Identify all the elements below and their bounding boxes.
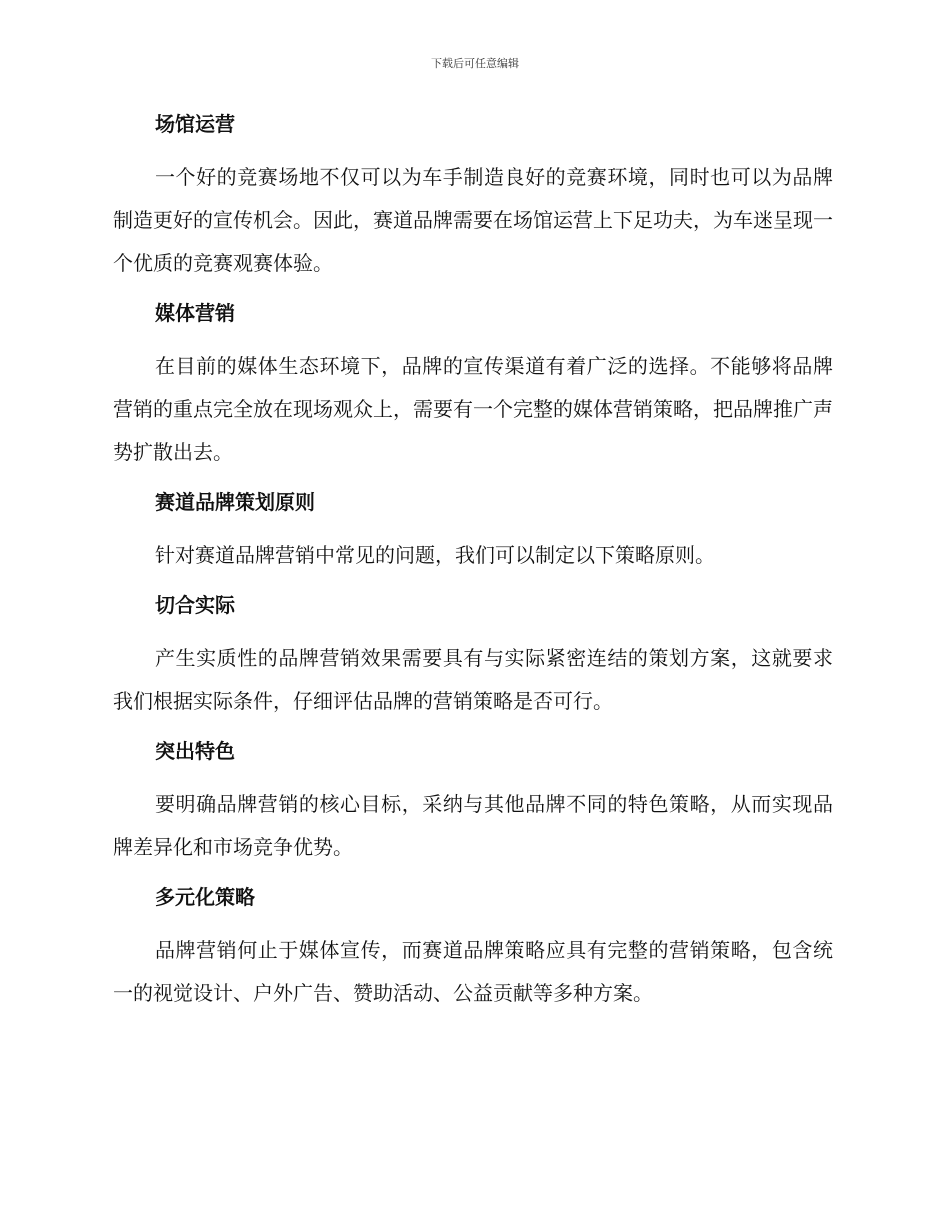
section-paragraph: 产生实质性的品牌营销效果需要具有与实际紧密连结的策划方案，这就要求我们根据实际条件，仔细评估品牌的营销策略是否可行。 <box>113 646 833 713</box>
section-heading: 赛道品牌策划原则 <box>155 490 315 514</box>
section-heading: 突出特色 <box>155 739 235 763</box>
section-diversified-strategy <box>113 877 833 1015</box>
section-heading: 媒体营销 <box>155 301 235 325</box>
section-paragraph: 要明确品牌营销的核心目标，采纳与其他品牌不同的特色策略，从而实现品牌差异化和市场竞争优势。 <box>113 792 833 859</box>
section-media-marketing <box>113 293 833 474</box>
section-heading: 多元化策略 <box>155 885 255 909</box>
section-heading: 切合实际 <box>155 593 235 617</box>
page-header: 下载后可任意编辑 <box>431 57 519 70</box>
document-body <box>113 104 833 1023</box>
section-heading: 场馆运营 <box>155 112 235 136</box>
section-paragraph: 针对赛道品牌营销中常见的问题，我们可以制定以下策略原则。 <box>155 543 715 567</box>
section-highlight-features <box>113 731 833 869</box>
section-paragraph: 品牌营销何止于媒体宣传，而赛道品牌策略应具有完整的营销策略，包含统一的视觉设计、户外广告、赞助活动、公益贡献等多种方案。 <box>113 938 833 1005</box>
section-paragraph: 一个好的竞赛场地不仅可以为车手制造良好的竞赛环境，同时也可以为品牌制造更好的宣传机会。因此，赛道品牌需要在场馆运营上下足功夫，为车迷呈现一个优质的竞赛观赛体验。 <box>113 165 833 275</box>
section-practical <box>113 585 833 723</box>
section-paragraph: 在目前的媒体生态环境下，品牌的宣传渠道有着广泛的选择。不能够将品牌营销的重点完全放在现场观众上，需要有一个完整的媒体营销策略，把品牌推广声势扩散出去。 <box>113 354 833 464</box>
section-planning-principles <box>113 482 833 577</box>
section-venue-operation <box>113 104 833 285</box>
